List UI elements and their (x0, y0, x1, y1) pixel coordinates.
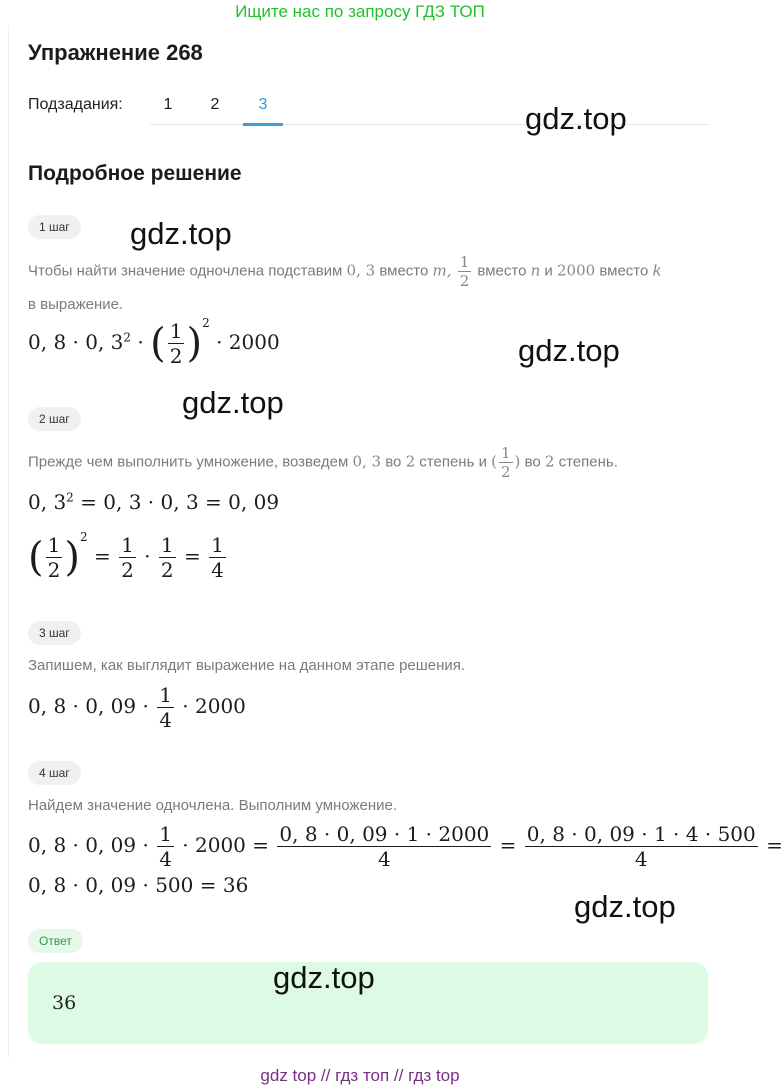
math-var: n (530, 261, 541, 280)
formula-part: = 0, 3 · 0, 3 = 0, 09 (80, 490, 280, 514)
exponent: 2 (79, 530, 88, 544)
fraction-denominator: 2 (47, 558, 61, 582)
step-1-formula: 0, 8 · 0, $3^2$ · ( $\frac{1}{2}$ )$^2$ · 2000 (28, 316, 280, 368)
fraction-numerator: 0, 8 · 0, 09 · 1 · 2000 (279, 822, 490, 846)
fraction (168, 319, 185, 368)
step-badge-4: 4 шаг (28, 761, 81, 785)
subtasks-label: Подзадания: (28, 96, 123, 113)
formula-part: 0, 8 · 0, 09 · (28, 694, 149, 718)
math-var: k (652, 261, 662, 280)
fraction-numerator: 0, 8 · 0, 09 · 1 · 4 · 500 (526, 822, 756, 846)
fraction-denominator: 2 (121, 558, 134, 582)
footer-links[interactable]: gdz top // гдз топ // гдз top (260, 1066, 460, 1085)
watermark: gdz.top (130, 216, 232, 251)
fraction-denominator: 2 (500, 463, 511, 481)
step-badge-3: 3 шаг (28, 621, 81, 645)
active-tab-indicator (243, 123, 283, 126)
watermark: gdz.top (273, 960, 375, 995)
fraction-numerator: 1 (159, 683, 172, 707)
math-value: 2000 (556, 261, 596, 280)
fraction (119, 533, 136, 582)
step-2-formula-1 (28, 490, 279, 514)
fraction-numerator: 1 (47, 533, 61, 557)
exponent: 2 (123, 330, 132, 345)
operator: = (93, 544, 111, 568)
step-4-description: Найдем значение одночлена. Выполним умножение. (28, 797, 398, 814)
section-title: Подробное решение (28, 162, 242, 185)
math-var: m, (432, 261, 452, 280)
fraction-numerator: 1 (121, 533, 134, 557)
fraction-numerator: 1 (159, 822, 172, 846)
operator: · (144, 544, 151, 568)
word: во (385, 453, 402, 471)
fraction-denominator: 2 (459, 272, 470, 290)
fraction (525, 822, 758, 871)
operator: = (183, 544, 201, 568)
tab-subtask-2[interactable]: 2 (210, 96, 220, 113)
fraction-numerator: 1 (169, 319, 183, 343)
tab-subtask-1[interactable]: 1 (163, 96, 173, 113)
page-title: Упражнение 268 (28, 40, 203, 65)
fraction-denominator: 4 (211, 558, 224, 582)
step-3-formula (28, 683, 246, 732)
formula-part: · 2000 (216, 330, 280, 354)
fraction-numerator: 1 (211, 533, 224, 557)
word: вместо (379, 262, 429, 280)
fraction (209, 533, 226, 582)
fraction (157, 683, 174, 732)
inline-fraction (499, 444, 513, 481)
step-3-description: Запишем, как выглядит выражение на данном этапе решения. (28, 657, 466, 674)
step-2-formula-2: ( $\frac{1}{2}$ )$^2$ = $\frac{1}{2}$ · $\frac{1}{2}$ = $\frac{1}{4}$ (28, 530, 224, 582)
formula-part: 0, 8 · 0, 3 (28, 330, 124, 354)
math-value: 2 (405, 452, 416, 471)
formula-part: 0, 8 · 0, 09 · (28, 833, 149, 857)
fraction (46, 533, 63, 582)
fraction (277, 822, 491, 871)
step-2-description: Прежде чем выполнить умножение, возведем 0, 3 во 2 степень и ( $\frac{1}{2}$ ) во 2 степень. (28, 444, 618, 481)
watermark: gdz.top (574, 889, 676, 924)
word: и (544, 262, 553, 280)
watermark: gdz.top (518, 333, 620, 368)
fraction-denominator: 2 (160, 558, 174, 582)
fraction-denominator: 4 (277, 846, 491, 871)
inline-fraction (458, 253, 472, 290)
formula-part: 0, 3 (28, 490, 67, 514)
math-value: 2 (544, 452, 555, 471)
step-badge-1: 1 шаг (28, 215, 81, 239)
tab-subtask-3[interactable]: 3 (258, 96, 268, 113)
step-4-formula-2: 0, 8 · 0, 09 · 500 = 36 (28, 873, 249, 897)
word: вместо (477, 262, 527, 280)
fraction-numerator: 1 (459, 253, 470, 271)
step-badge-2: 2 шаг (28, 407, 81, 431)
answer-badge: Ответ (28, 929, 83, 953)
step-1-text-end: в выражение. (28, 296, 124, 313)
exponent: 2 (202, 316, 210, 330)
math-value: 0, 3 (352, 452, 382, 471)
step-2-text: Прежде чем выполнить умножение, возведем (28, 453, 349, 471)
watermark: gdz.top (525, 101, 627, 136)
fraction-denominator: 4 (159, 708, 172, 732)
fraction-denominator: 4 (525, 846, 758, 871)
word: во (524, 453, 541, 471)
fraction-denominator: 2 (169, 344, 183, 368)
math-value: 0, 3 (346, 261, 376, 280)
step-1-text: Чтобы найти значение одночлена подставим (28, 262, 343, 280)
formula-part: · 2000 (182, 694, 246, 718)
word: степень. (558, 453, 618, 471)
word: степень и (419, 453, 487, 471)
watermark: gdz.top (182, 385, 284, 420)
formula-part: · 2000 = (182, 833, 270, 857)
fraction-numerator: 1 (500, 444, 511, 462)
fraction-denominator: 4 (159, 847, 172, 871)
search-banner[interactable]: Ищите нас по запросу ГДЗ ТОП (235, 2, 485, 21)
operator: = (499, 833, 517, 857)
fraction-numerator: 1 (160, 533, 174, 557)
exponent: 2 (66, 490, 74, 505)
fraction (157, 822, 174, 871)
step-4-formula-1 (28, 822, 783, 871)
operator: = (766, 833, 783, 857)
answer-value: 36 (52, 992, 77, 1014)
step-1-description (28, 253, 708, 320)
word: вместо (599, 262, 649, 280)
fraction (159, 533, 176, 582)
